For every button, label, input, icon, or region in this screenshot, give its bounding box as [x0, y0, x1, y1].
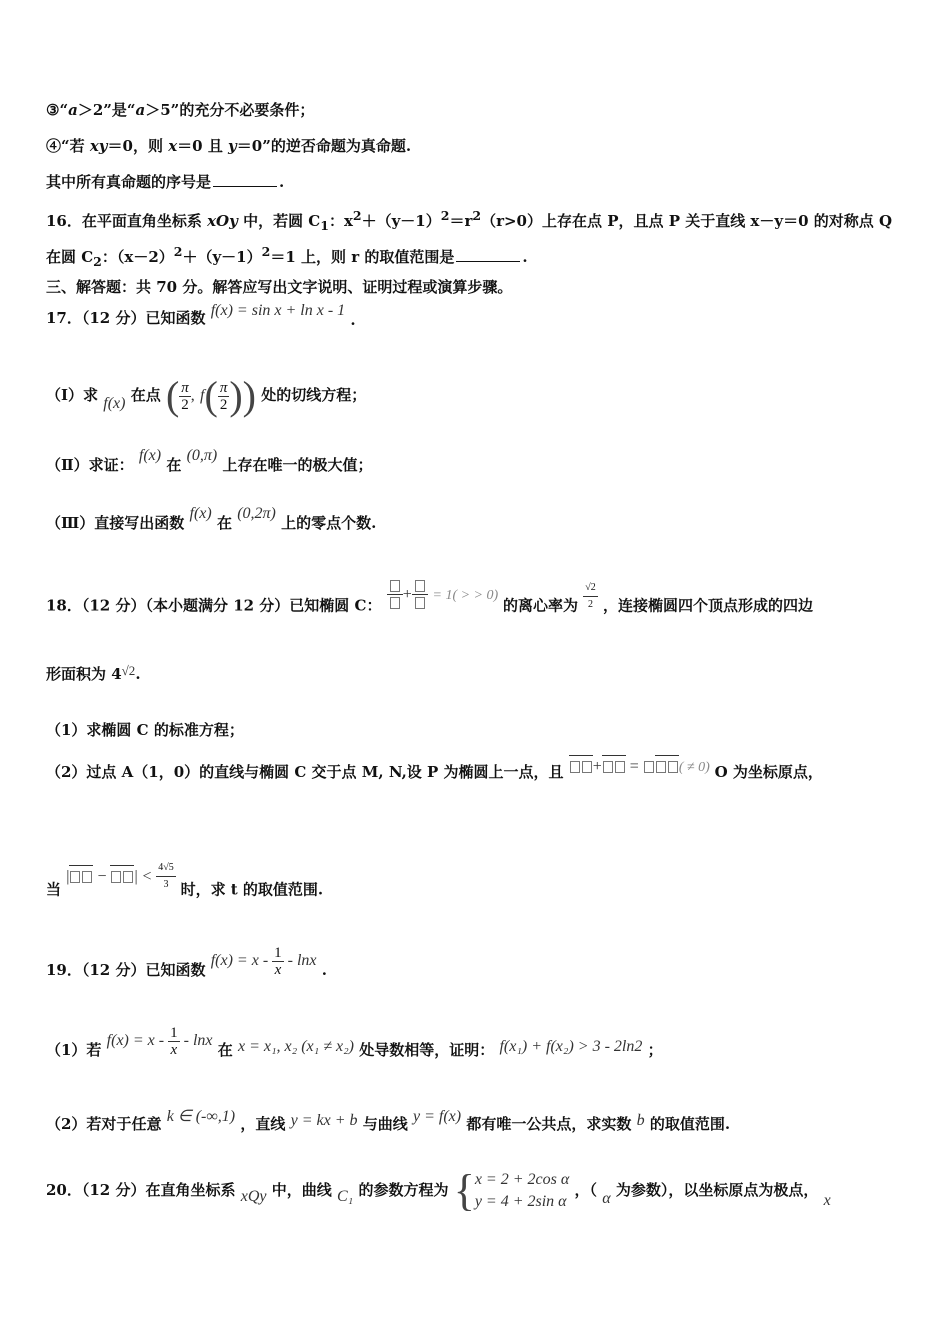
q19-part1: （1）若 f(x) = x - $\frac{1}{x}$ - lnx 在 x = x₁, x₂ (x₁ ≠ x₂) 处导数相等，证明： f(x₁) + f(x₂) > 3 - 2ln2 ；	[46, 1024, 663, 1059]
q16-line1: 16．在平面直角坐标系 xOy 中，若圆 $C_1$：$x^2+(y-1)^2=r^2(r>0)$上存在点 P，且点 P 关于直线 x－y＝0 的对称点 Q	[46, 208, 893, 233]
item-4: ④“若 xy＝0，则 x＝0 且 y＝0”的逆否命题为真命题.	[46, 137, 412, 155]
q18-line2: 形面积为 4√2.	[46, 663, 141, 683]
answer-blank	[213, 172, 277, 187]
q17-part2: （Ⅱ）求证： f(x) 在 (0,π) 上存在唯一的极大值；	[46, 447, 373, 474]
q17-part1: （Ⅰ）求 f(x) 在点 ( $\frac{\pi}{2}$ , f( $\frac{\pi}{2}$ )) 处的切线方程；	[46, 373, 367, 418]
q19-part2: （2）若对于任意 k ∈ (-∞,1) ，直线 y = kx + b 与曲线 y = f(x) 都有唯一公共点，求实数 b 的取值范围.	[46, 1108, 731, 1133]
ellipse-equation-image: + = 1( > > 0)	[387, 585, 503, 603]
q18-part1: （1）求椭圆 C 的标准方程；	[46, 721, 244, 739]
q18-part2: （2）过点 A（1，0）的直线与椭圆 C 交于点 M, N,设 P 为椭圆上一点，且 + = ( ≠ 0) O 为坐标原点，	[46, 762, 910, 784]
q20-head: 20．（12 分）在直角坐标系 xQy 中，曲线 C₁ 的参数方程为 { x = 2 + 2cos α y = 4 + 2sin α ，（ α 为参数），以坐标原点为极点， x	[46, 1166, 831, 1215]
q17-part3: （Ⅲ）直接写出函数 f(x) 在 (0,2π) 上的零点个数.	[46, 505, 377, 532]
q17-head: 17．（12 分）已知函数 f(x) = sin x + ln x - 1 .	[46, 302, 356, 329]
item-ask: 其中所有真命题的序号是 .	[46, 173, 285, 191]
q18-part3: 当 | − | < $\frac{4√5}{3}$ 时，求 t 的取值范围.	[46, 862, 324, 899]
vector-equation-image: + = ( ≠ 0)	[569, 757, 715, 775]
q16-line2: 在圆 $C_2$：$(x-2)^2+(y-1)^2=1$ 上，则 r 的取值范围是 .	[46, 244, 528, 269]
item-3: ③“a＞2”是“a＞5”的充分不必要条件；	[46, 101, 315, 119]
section-3-title: 三、解答题：共 70 分。解答应写出文字说明、证明过程或演算步骤。	[46, 278, 513, 296]
q19-head: 19．（12 分）已知函数 f(x) = x - $\frac{1}{x}$ - lnx .	[46, 944, 327, 979]
answer-blank	[456, 247, 520, 262]
vector-inequality-image: | − | < $\frac{4√5}{3}$	[66, 862, 174, 890]
q18-line1: 18．（12 分）（本小题满分 12 分）已知椭圆 C： + = 1( > > 0) 的离心率为 $\frac{√2}{2}$ ，连接椭圆四个顶点形成的四边	[46, 590, 910, 623]
